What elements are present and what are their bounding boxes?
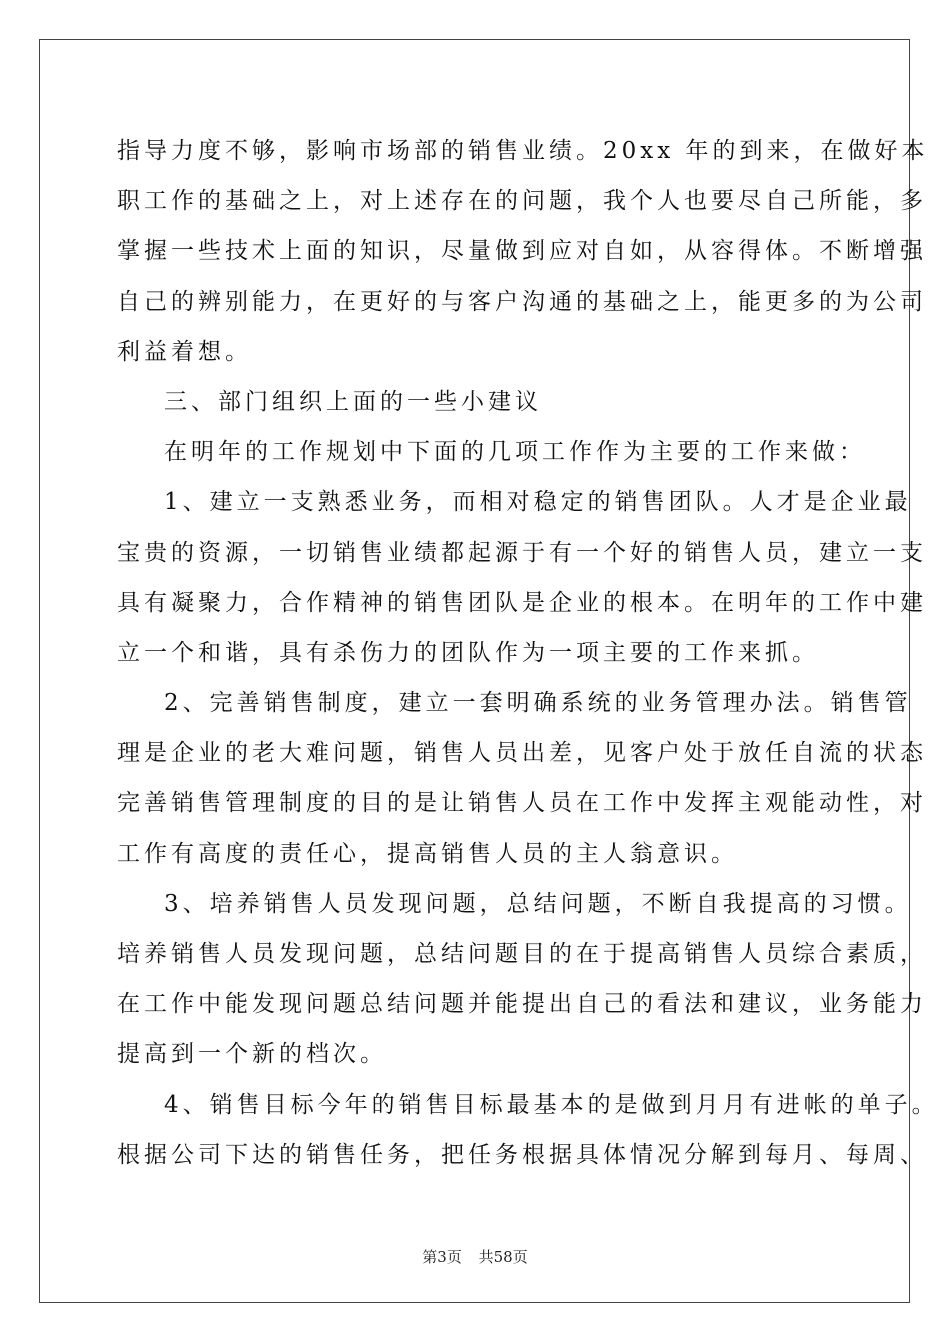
text-line: 立一个和谐，具有杀伤力的团队作为一项主要的工作来抓。 [117,639,819,666]
page-number: 第3页 [422,1248,462,1266]
text-line: 完善销售管理制度的目的是让销售人员在工作中发挥主观能动性，对 [117,790,927,817]
paragraph-start: 2、完善销售制度，建立一套明确系统的业务管理办法。销售管 [164,690,912,717]
page-total: 共58页 [478,1248,528,1266]
text-line: 职工作的基础之上，对上述存在的问题，我个人也要尽自己所能，多 [117,188,927,215]
paragraph-start: 3、培养销售人员发现问题，总结问题，不断自我提高的习惯。 [164,890,912,917]
text-line: 宝贵的资源，一切销售业绩都起源于有一个好的销售人员，建立一支 [117,539,927,566]
document-body [117,126,939,1180]
text-line: 在工作中能发现问题总结问题并能提出自己的看法和建议，业务能力 [117,991,927,1018]
text-line: 掌握一些技术上面的知识，尽量做到应对自如，从容得体。不断增强 [117,238,927,265]
paragraph-start: 4、销售目标今年的销售目标最基本的是做到月月有进帐的单子。 [164,1091,939,1118]
text-line: 指导力度不够，影响市场部的销售业绩。20xx 年的到来，在做好本 [117,138,929,164]
text-line: 利益着想。 [117,338,252,365]
text-line: 提高到一个新的档次。 [117,1041,387,1068]
paragraph-start: 1、建立一支熟悉业务，而相对稳定的销售团队。人才是企业最 [164,489,912,516]
text-line: 自己的辨别能力，在更好的与客户沟通的基础之上，能更多的为公司 [117,288,927,315]
text-line: 培养销售人员发现问题，总结问题目的在于提高销售人员综合素质， [117,941,927,967]
text-line: 工作有高度的责任心，提高销售人员的主人翁意识。 [117,840,738,867]
section-heading: 三、部门组织上面的一些小建议 [164,388,542,415]
page-footer [0,1246,950,1267]
text-line: 根据公司下达的销售任务，把任务根据具体情况分解到每月、每周、 [117,1141,927,1168]
paragraph-start: 在明年的工作规划中下面的几项工作作为主要的工作来做： [164,439,866,466]
text-line: 具有凝聚力，合作精神的销售团队是企业的根本。在明年的工作中建 [117,589,927,616]
text-line: 理是企业的老大难问题，销售人员出差，见客户处于放任自流的状态 [117,740,927,767]
